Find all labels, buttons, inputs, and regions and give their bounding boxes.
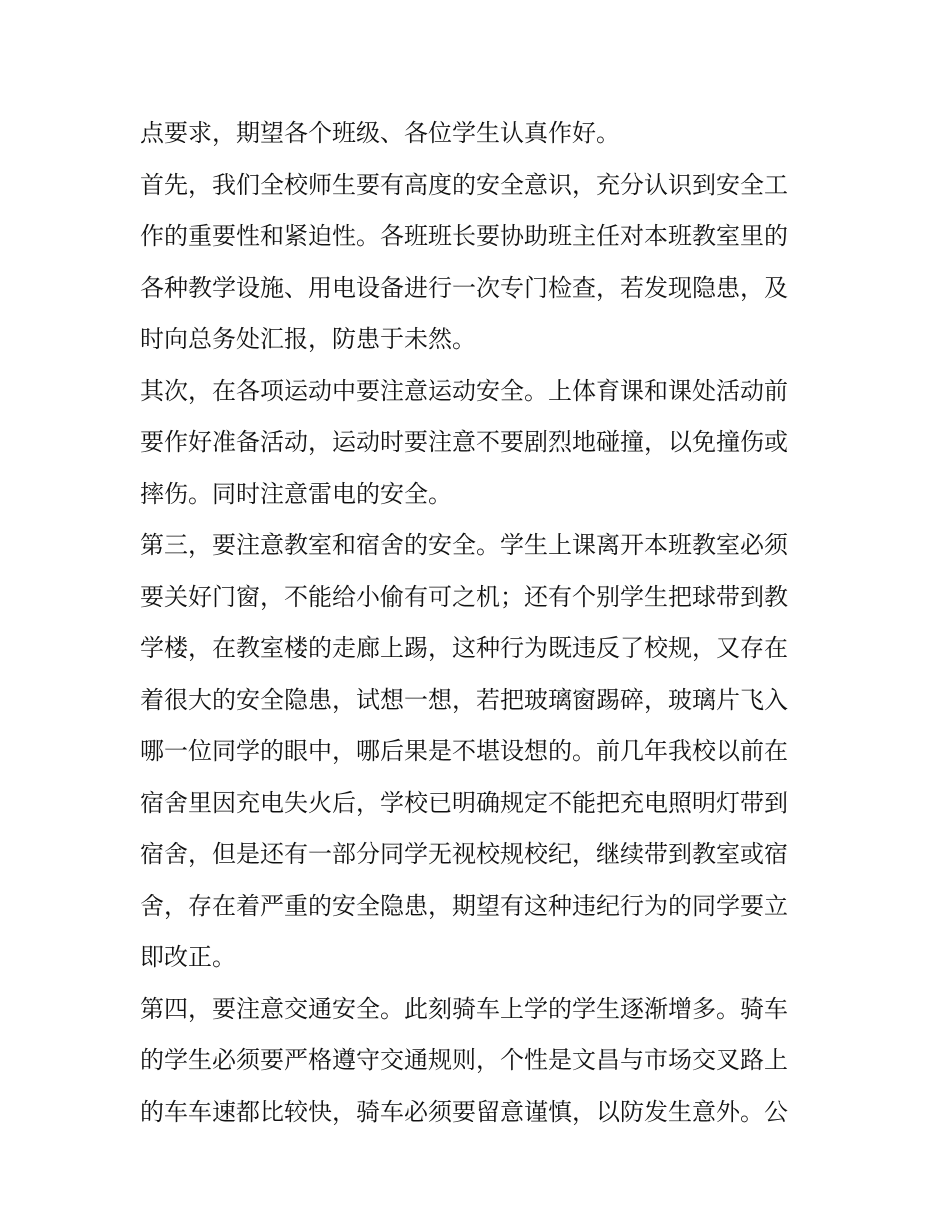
text-line: 第三，要注意教室和宿舍的安全。学生上课离开本班教室必须 — [140, 531, 788, 559]
text-line: 的车车速都比较快，骑车必须要留意谨慎，以防发生意外。公 — [140, 1097, 788, 1126]
text-line: 作的重要性和紧迫性。各班班长要协助班主任对本班教室里的 — [140, 222, 788, 250]
text-line: 点要求，期望各个班级、各位学生认真作好。 — [140, 119, 620, 147]
text-line: 要关好门窗，不能给小偷有可之机；还有个别学生把球带到教 — [140, 582, 788, 611]
text-line: 首先，我们全校师生要有高度的安全意识，充分认识到安全工 — [140, 170, 788, 199]
text-line: 哪一位同学的眼中，哪后果是不堪设想的。前几年我校以前在 — [140, 737, 788, 765]
text-line: 即改正。 — [140, 943, 236, 971]
text-line: 宿舍，但是还有一部分同学无视校规校纪，继续带到教室或宿 — [140, 840, 788, 868]
text-line: 时向总务处汇报，防患于未然。 — [140, 325, 476, 353]
text-line: 其次，在各项运动中要注意运动安全。上体育课和课处活动前 — [140, 376, 788, 405]
text-line: 各种教学设施、用电设备进行一次专门检查，若发现隐患，及 — [140, 273, 788, 302]
text-line: 着很大的安全隐患，试想一想，若把玻璃窗踢碎，玻璃片飞入 — [140, 685, 788, 714]
text-line: 学楼，在教室楼的走廊上踢，这种行为既违反了校规，又存在 — [140, 634, 788, 662]
text-line: 第四，要注意交通安全。此刻骑车上学的学生逐渐增多。骑车 — [140, 994, 788, 1023]
text-line: 的学生必须要严格遵守交通规则，个性是文昌与市场交叉路上 — [140, 1046, 788, 1074]
text-line: 舍，存在着严重的安全隐患，期望有这种违纪行为的同学要立 — [140, 891, 788, 920]
text-line: 摔伤。同时注意雷电的安全。 — [140, 479, 452, 508]
text-line: 宿舍里因充电失火后，学校已明确规定不能把充电照明灯带到 — [140, 788, 788, 817]
body-text — [140, 108, 820, 1138]
text-line: 要作好准备活动，运动时要注意不要剧烈地碰撞，以免撞伤或 — [140, 428, 788, 456]
